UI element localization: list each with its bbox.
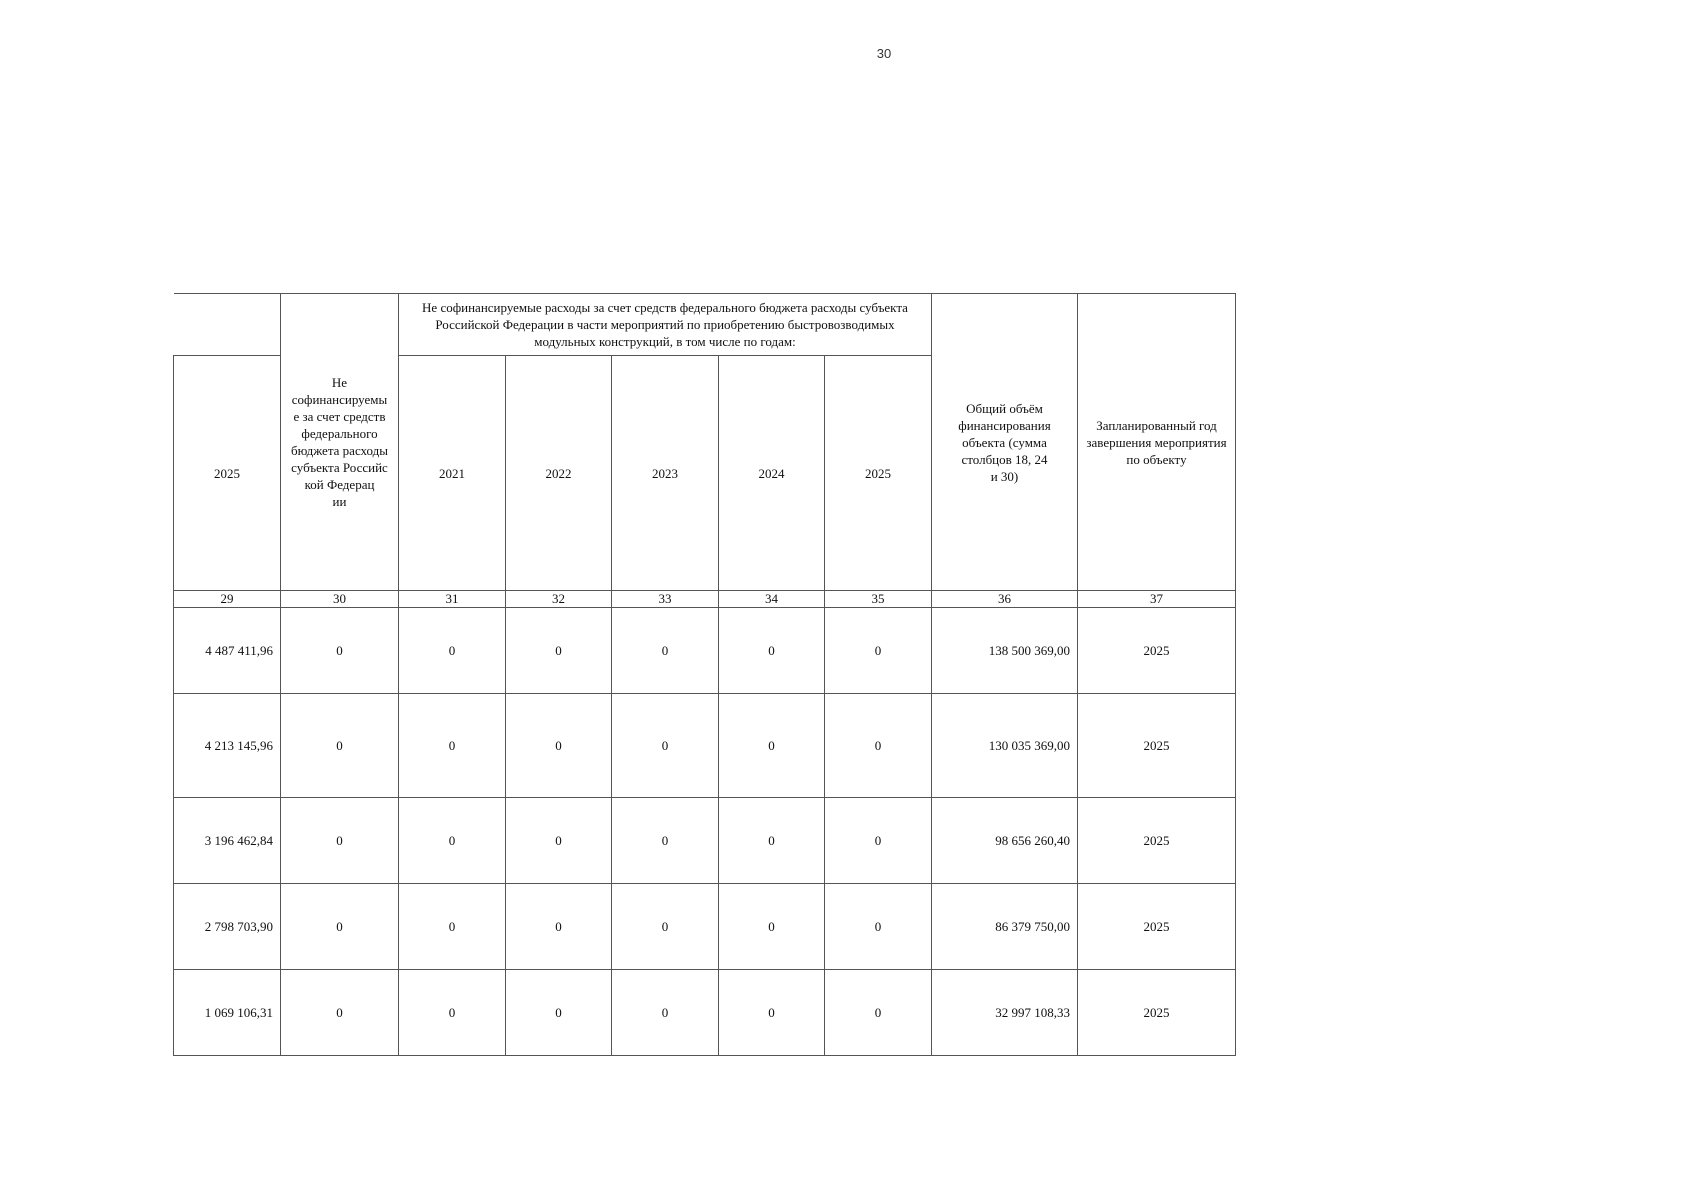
cell-col29: 2 798 703,90 (174, 884, 281, 970)
column-number: 32 (506, 591, 612, 608)
cell-col36: 130 035 369,00 (932, 694, 1078, 798)
cell-col32: 0 (506, 970, 612, 1056)
table-row (174, 884, 1236, 970)
cell-col34: 0 (719, 970, 825, 1056)
cell-col36: 98 656 260,40 (932, 798, 1078, 884)
header-year-2024: 2024 (719, 356, 825, 591)
cell-col36: 32 997 108,33 (932, 970, 1078, 1056)
cell-col33: 0 (612, 694, 719, 798)
cell-col35: 0 (825, 970, 932, 1056)
column-number: 34 (719, 591, 825, 608)
cell-col35: 0 (825, 884, 932, 970)
header-year-2021: 2021 (399, 356, 506, 591)
header-row-group (174, 294, 1236, 356)
cell-col34: 0 (719, 608, 825, 694)
cell-col33: 0 (612, 884, 719, 970)
cell-col35: 0 (825, 798, 932, 884)
cell-col37: 2025 (1078, 970, 1236, 1056)
header-year-2022: 2022 (506, 356, 612, 591)
table-row (174, 798, 1236, 884)
cell-col37: 2025 (1078, 608, 1236, 694)
column-number: 33 (612, 591, 719, 608)
cell-col33: 0 (612, 798, 719, 884)
cell-col37: 2025 (1078, 884, 1236, 970)
cell-col30: 0 (281, 970, 399, 1056)
cell-col34: 0 (719, 694, 825, 798)
header-col30: Не софинансируемы е за счет средств федерального бюджета расходы субъекта Российс кой Федерац ии (281, 294, 399, 591)
header-col36: Общий объём финансирования объекта (сумма столбцов 18, 24 и 30) (932, 294, 1078, 591)
cell-col31: 0 (399, 694, 506, 798)
cell-col32: 0 (506, 798, 612, 884)
cell-col35: 0 (825, 694, 932, 798)
cell-col30: 0 (281, 798, 399, 884)
column-number: 37 (1078, 591, 1236, 608)
column-number: 31 (399, 591, 506, 608)
cell-col32: 0 (506, 694, 612, 798)
cell-col31: 0 (399, 798, 506, 884)
table-row (174, 970, 1236, 1056)
cell-col29: 4 487 411,96 (174, 608, 281, 694)
column-number: 29 (174, 591, 281, 608)
cell-col33: 0 (612, 608, 719, 694)
header-group-31-35: Не софинансируемые расходы за счет средств федерального бюджета расходы субъекта Российской Федерации в части мероприятий по приобретению быстровозводимых модульных конструкций, в том числе по годам: (399, 294, 932, 356)
header-col37: Запланированный год завершения мероприятия по объекту (1078, 294, 1236, 591)
cell-col36: 86 379 750,00 (932, 884, 1078, 970)
cell-col30: 0 (281, 884, 399, 970)
cell-col37: 2025 (1078, 798, 1236, 884)
cell-col31: 0 (399, 884, 506, 970)
header-year-2023: 2023 (612, 356, 719, 591)
cell-col30: 0 (281, 694, 399, 798)
header-blank-cell (174, 294, 281, 356)
table-row (174, 608, 1236, 694)
cell-col30: 0 (281, 608, 399, 694)
cell-col29: 3 196 462,84 (174, 798, 281, 884)
cell-col36: 138 500 369,00 (932, 608, 1078, 694)
cell-col33: 0 (612, 970, 719, 1056)
page-number: 30 (876, 46, 892, 61)
cell-col29: 4 213 145,96 (174, 694, 281, 798)
cell-col31: 0 (399, 608, 506, 694)
budget-table (173, 293, 1236, 1056)
column-number-row (174, 591, 1236, 608)
cell-col34: 0 (719, 884, 825, 970)
column-number: 36 (932, 591, 1078, 608)
cell-col34: 0 (719, 798, 825, 884)
cell-col31: 0 (399, 970, 506, 1056)
cell-col35: 0 (825, 608, 932, 694)
cell-col32: 0 (506, 884, 612, 970)
cell-col37: 2025 (1078, 694, 1236, 798)
header-col29-year: 2025 (174, 356, 281, 591)
column-number: 35 (825, 591, 932, 608)
table-row (174, 694, 1236, 798)
cell-col32: 0 (506, 608, 612, 694)
cell-col29: 1 069 106,31 (174, 970, 281, 1056)
header-year-2025: 2025 (825, 356, 932, 591)
column-number: 30 (281, 591, 399, 608)
